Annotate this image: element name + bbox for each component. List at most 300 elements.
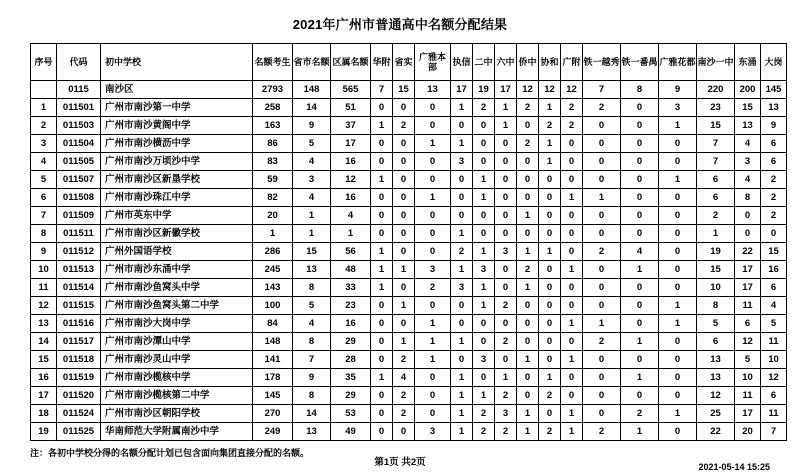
cell-guangcai: 2 [561, 117, 583, 135]
column-header-guangcai: 广附 [561, 44, 583, 81]
cell-code: 011515 [57, 297, 101, 315]
cell-qiaozhong: 0 [517, 315, 539, 333]
cell-tieyipanyu: 0 [621, 189, 659, 207]
cell-guangcai: 0 [561, 207, 583, 225]
cell-gang: 7 [761, 423, 787, 441]
cell-liuzhong: 0 [495, 207, 517, 225]
column-header-gang: 大岗 [761, 44, 787, 81]
cell-xiehe: 0 [539, 315, 561, 333]
cell-tieyipanyu: 1 [621, 369, 659, 387]
cell-gyhuadu: 1 [659, 117, 697, 135]
cell-erzhong: 1 [473, 297, 495, 315]
table-row [31, 387, 787, 405]
cell-zhixin: 1 [451, 135, 473, 153]
cell-code: 011516 [57, 315, 101, 333]
cell-qiaozhong: 2 [517, 135, 539, 153]
allocation-table-container [0, 43, 800, 441]
cell-xiehe: 0 [539, 351, 561, 369]
cell-dongchong: 15 [735, 99, 761, 117]
cell-tieyixiu: 0 [583, 135, 621, 153]
cell-gyben: 0 [415, 369, 451, 387]
cell-district: 565 [331, 81, 371, 99]
cell-qiaozhong: 0 [517, 369, 539, 387]
cell-school: 广州市南沙东涌中学 [101, 261, 253, 279]
cell-shengshi: 1 [393, 297, 415, 315]
cell-guangcai: 2 [561, 99, 583, 117]
cell-liuzhong: 0 [495, 171, 517, 189]
cell-gyhuadu: 9 [659, 81, 697, 99]
cell-qiaozhong: 1 [517, 207, 539, 225]
cell-huafu: 0 [371, 207, 393, 225]
cell-shengshi: 2 [393, 387, 415, 405]
cell-prov_city: 13 [293, 261, 331, 279]
cell-zhixin: 2 [451, 243, 473, 261]
cell-candidates: 83 [253, 153, 293, 171]
cell-tieyixiu: 2 [583, 243, 621, 261]
table-row [31, 333, 787, 351]
cell-prov_city: 7 [293, 351, 331, 369]
cell-gyben: 2 [415, 279, 451, 297]
cell-erzhong: 0 [473, 207, 495, 225]
cell-gang: 16 [761, 261, 787, 279]
table-row [31, 405, 787, 423]
cell-gyhuadu: 0 [659, 243, 697, 261]
table-row [31, 207, 787, 225]
cell-candidates: 141 [253, 351, 293, 369]
cell-district: 53 [331, 405, 371, 423]
cell-code: 011504 [57, 135, 101, 153]
cell-qiaozhong: 0 [517, 297, 539, 315]
cell-district: 29 [331, 387, 371, 405]
cell-prov_city: 5 [293, 297, 331, 315]
cell-dongchong: 4 [735, 135, 761, 153]
cell-prov_city: 4 [293, 315, 331, 333]
cell-tieyipanyu: 4 [621, 243, 659, 261]
cell-nanshayi: 220 [697, 81, 735, 99]
cell-zhixin: 1 [451, 387, 473, 405]
cell-erzhong: 0 [473, 225, 495, 243]
cell-gyhuadu: 0 [659, 423, 697, 441]
table-row [31, 81, 787, 99]
cell-school: 广州市南沙第一中学 [101, 99, 253, 117]
cell-gang: 2 [761, 171, 787, 189]
table-row [31, 153, 787, 171]
cell-school: 广州市南沙珠江中学 [101, 189, 253, 207]
cell-idx: 5 [31, 171, 57, 189]
column-header-prov_city: 省市名额 [293, 44, 331, 81]
cell-gang: 12 [761, 369, 787, 387]
cell-school: 广州市南沙横沥中学 [101, 135, 253, 153]
cell-school: 广州市南沙榄核中学 [101, 369, 253, 387]
cell-idx: 16 [31, 369, 57, 387]
cell-gang: 11 [761, 405, 787, 423]
page-title: 2021年广州市普通高中名额分配结果 [292, 17, 508, 32]
cell-tieyixiu: 0 [583, 297, 621, 315]
cell-huafu: 0 [371, 225, 393, 243]
cell-huafu: 1 [371, 171, 393, 189]
cell-gang: 9 [761, 117, 787, 135]
cell-xiehe: 0 [539, 261, 561, 279]
cell-liuzhong: 1 [495, 369, 517, 387]
column-header-qiaozhong: 侨中 [517, 44, 539, 81]
cell-guangcai: 0 [561, 225, 583, 243]
column-header-liuzhong: 六中 [495, 44, 517, 81]
cell-candidates: 249 [253, 423, 293, 441]
cell-nanshayi: 10 [697, 279, 735, 297]
cell-nanshayi: 12 [697, 387, 735, 405]
table-row [31, 315, 787, 333]
column-header-erzhong: 二中 [473, 44, 495, 81]
cell-gang: 15 [761, 243, 787, 261]
cell-shengshi: 0 [393, 153, 415, 171]
cell-tieyipanyu: 0 [621, 351, 659, 369]
cell-liuzhong: 0 [495, 351, 517, 369]
cell-nanshayi: 7 [697, 135, 735, 153]
table-row [31, 423, 787, 441]
cell-candidates: 143 [253, 279, 293, 297]
cell-nanshayi: 1 [697, 225, 735, 243]
cell-xiehe: 0 [539, 279, 561, 297]
column-header-school: 初中学校 [101, 44, 253, 81]
cell-qiaozhong: 12 [517, 81, 539, 99]
cell-tieyipanyu: 0 [621, 297, 659, 315]
cell-shengshi: 0 [393, 171, 415, 189]
cell-gyben: 0 [415, 387, 451, 405]
cell-erzhong: 1 [473, 171, 495, 189]
cell-candidates: 245 [253, 261, 293, 279]
cell-dongchong: 22 [735, 243, 761, 261]
cell-shengshi: 0 [393, 189, 415, 207]
cell-zhixin: 1 [451, 405, 473, 423]
cell-huafu: 0 [371, 189, 393, 207]
cell-district: 56 [331, 243, 371, 261]
cell-huafu: 0 [371, 387, 393, 405]
cell-code: 011518 [57, 351, 101, 369]
cell-dongchong: 20 [735, 423, 761, 441]
column-header-tieyixiu: 铁一越秀 [583, 44, 621, 81]
cell-qiaozhong: 0 [517, 171, 539, 189]
cell-tieyipanyu: 0 [621, 117, 659, 135]
cell-guangcai: 0 [561, 387, 583, 405]
cell-dongchong: 10 [735, 369, 761, 387]
cell-zhixin: 0 [451, 315, 473, 333]
cell-qiaozhong: 1 [517, 279, 539, 297]
cell-gyben: 0 [415, 153, 451, 171]
cell-code: 011525 [57, 423, 101, 441]
cell-huafu: 0 [371, 297, 393, 315]
cell-liuzhong: 0 [495, 153, 517, 171]
cell-huafu: 0 [371, 99, 393, 117]
cell-huafu: 1 [371, 369, 393, 387]
cell-school: 广州市南沙区朝阳学校 [101, 405, 253, 423]
cell-guangcai: 0 [561, 297, 583, 315]
allocation-table [30, 43, 787, 441]
cell-district: 49 [331, 423, 371, 441]
cell-nanshayi: 7 [697, 153, 735, 171]
cell-xiehe: 1 [539, 153, 561, 171]
cell-dongchong: 200 [735, 81, 761, 99]
column-header-shengshi: 省实 [393, 44, 415, 81]
cell-guangcai: 1 [561, 261, 583, 279]
cell-district: 28 [331, 351, 371, 369]
cell-code: 011503 [57, 117, 101, 135]
cell-huafu: 0 [371, 153, 393, 171]
cell-candidates: 84 [253, 315, 293, 333]
cell-idx: 18 [31, 405, 57, 423]
column-header-huafu: 华附 [371, 44, 393, 81]
cell-candidates: 82 [253, 189, 293, 207]
cell-huafu: 1 [371, 279, 393, 297]
cell-erzhong: 0 [473, 369, 495, 387]
cell-guangcai: 1 [561, 315, 583, 333]
cell-prov_city: 14 [293, 99, 331, 117]
cell-candidates: 163 [253, 117, 293, 135]
cell-district: 16 [331, 315, 371, 333]
cell-shengshi: 0 [393, 243, 415, 261]
cell-shengshi: 0 [393, 207, 415, 225]
cell-prov_city: 148 [293, 81, 331, 99]
cell-gang: 5 [761, 315, 787, 333]
cell-zhixin: 0 [451, 117, 473, 135]
table-row [31, 99, 787, 117]
cell-zhixin: 17 [451, 81, 473, 99]
cell-code: 011512 [57, 243, 101, 261]
cell-guangcai: 1 [561, 189, 583, 207]
cell-huafu: 0 [371, 333, 393, 351]
cell-gyben: 0 [415, 405, 451, 423]
cell-liuzhong: 3 [495, 243, 517, 261]
cell-tieyixiu: 0 [583, 261, 621, 279]
cell-gang: 6 [761, 135, 787, 153]
cell-gyben: 13 [415, 81, 451, 99]
cell-gyhuadu: 0 [659, 153, 697, 171]
cell-erzhong: 1 [473, 189, 495, 207]
cell-erzhong: 2 [473, 405, 495, 423]
cell-idx: 3 [31, 135, 57, 153]
cell-idx: 14 [31, 333, 57, 351]
cell-gyhuadu: 1 [659, 297, 697, 315]
table-row [31, 369, 787, 387]
cell-gyhuadu: 3 [659, 99, 697, 117]
cell-prov_city: 13 [293, 423, 331, 441]
table-row [31, 243, 787, 261]
cell-idx: 4 [31, 153, 57, 171]
cell-qiaozhong: 0 [517, 225, 539, 243]
cell-district: 35 [331, 369, 371, 387]
cell-prov_city: 15 [293, 243, 331, 261]
cell-dongchong: 17 [735, 261, 761, 279]
cell-gang: 6 [761, 387, 787, 405]
cell-shengshi: 4 [393, 369, 415, 387]
table-row [31, 261, 787, 279]
cell-idx: 2 [31, 117, 57, 135]
page-indicator: 第1页 共2页 [374, 457, 426, 468]
cell-zhixin: 0 [451, 297, 473, 315]
cell-xiehe: 0 [539, 333, 561, 351]
cell-prov_city: 8 [293, 333, 331, 351]
cell-zhixin: 1 [451, 261, 473, 279]
cell-nanshayi: 13 [697, 351, 735, 369]
cell-qiaozhong: 0 [517, 333, 539, 351]
cell-guangcai: 0 [561, 153, 583, 171]
cell-idx: 10 [31, 261, 57, 279]
cell-gyhuadu: 0 [659, 351, 697, 369]
cell-code: 011519 [57, 369, 101, 387]
cell-tieyixiu: 0 [583, 153, 621, 171]
cell-nanshayi: 6 [697, 171, 735, 189]
cell-code: 011509 [57, 207, 101, 225]
table-row [31, 297, 787, 315]
cell-tieyipanyu: 2 [621, 405, 659, 423]
cell-shengshi: 0 [393, 423, 415, 441]
cell-liuzhong: 2 [495, 297, 517, 315]
cell-gyhuadu: 0 [659, 189, 697, 207]
cell-gang: 11 [761, 333, 787, 351]
cell-xiehe: 2 [539, 423, 561, 441]
cell-zhixin: 1 [451, 423, 473, 441]
column-header-tieyipanyu: 铁一番禺 [621, 44, 659, 81]
cell-district: 16 [331, 153, 371, 171]
cell-gyhuadu: 1 [659, 171, 697, 189]
cell-gyben: 0 [415, 225, 451, 243]
cell-prov_city: 14 [293, 405, 331, 423]
cell-dongchong: 6 [735, 315, 761, 333]
cell-nanshayi: 15 [697, 261, 735, 279]
cell-gyhuadu: 0 [659, 207, 697, 225]
cell-liuzhong: 0 [495, 315, 517, 333]
column-header-nanshayi: 南沙一中 [697, 44, 735, 81]
cell-liuzhong: 0 [495, 279, 517, 297]
cell-code: 011511 [57, 225, 101, 243]
cell-school: 广州市南沙区新徽学校 [101, 225, 253, 243]
cell-gyben: 1 [415, 351, 451, 369]
cell-gyhuadu: 0 [659, 225, 697, 243]
cell-dongchong: 11 [735, 387, 761, 405]
cell-school: 广州市南沙黄阁中学 [101, 117, 253, 135]
cell-huafu: 1 [371, 261, 393, 279]
cell-nanshayi: 6 [697, 333, 735, 351]
cell-tieyixiu: 0 [583, 279, 621, 297]
cell-xiehe: 1 [539, 243, 561, 261]
cell-candidates: 258 [253, 99, 293, 117]
cell-guangcai: 0 [561, 171, 583, 189]
cell-nanshayi: 13 [697, 369, 735, 387]
cell-xiehe: 0 [539, 207, 561, 225]
cell-tieyipanyu: 0 [621, 279, 659, 297]
cell-qiaozhong: 0 [517, 117, 539, 135]
cell-xiehe: 0 [539, 405, 561, 423]
cell-tieyixiu: 0 [583, 369, 621, 387]
cell-xiehe: 1 [539, 99, 561, 117]
cell-candidates: 270 [253, 405, 293, 423]
cell-tieyipanyu: 0 [621, 387, 659, 405]
cell-prov_city: 8 [293, 387, 331, 405]
cell-zhixin: 0 [451, 171, 473, 189]
cell-prov_city: 1 [293, 207, 331, 225]
cell-district: 48 [331, 261, 371, 279]
cell-idx: 13 [31, 315, 57, 333]
cell-idx: 15 [31, 351, 57, 369]
cell-liuzhong: 1 [495, 99, 517, 117]
cell-tieyipanyu: 0 [621, 225, 659, 243]
cell-huafu: 0 [371, 423, 393, 441]
cell-tieyixiu: 2 [583, 423, 621, 441]
cell-erzhong: 1 [473, 279, 495, 297]
cell-idx: 7 [31, 207, 57, 225]
cell-shengshi: 1 [393, 333, 415, 351]
cell-zhixin: 0 [451, 189, 473, 207]
cell-zhixin: 1 [451, 369, 473, 387]
cell-district: 33 [331, 279, 371, 297]
cell-nanshayi: 5 [697, 315, 735, 333]
cell-prov_city: 9 [293, 117, 331, 135]
cell-xiehe: 0 [539, 297, 561, 315]
cell-idx: 1 [31, 99, 57, 117]
cell-school: 广州市南沙灵山中学 [101, 351, 253, 369]
cell-dongchong: 3 [735, 153, 761, 171]
cell-zhixin: 1 [451, 333, 473, 351]
cell-candidates: 20 [253, 207, 293, 225]
cell-xiehe: 2 [539, 117, 561, 135]
cell-candidates: 59 [253, 171, 293, 189]
cell-erzhong: 0 [473, 333, 495, 351]
cell-nanshayi: 6 [697, 189, 735, 207]
cell-code: 0115 [57, 81, 101, 99]
cell-gang: 13 [761, 99, 787, 117]
cell-prov_city: 3 [293, 171, 331, 189]
cell-prov_city: 5 [293, 135, 331, 153]
cell-shengshi: 0 [393, 225, 415, 243]
cell-district: 17 [331, 135, 371, 153]
cell-huafu: 0 [371, 135, 393, 153]
cell-idx: 8 [31, 225, 57, 243]
cell-xiehe: 0 [539, 225, 561, 243]
cell-nanshayi: 15 [697, 117, 735, 135]
cell-gyben: 3 [415, 261, 451, 279]
generated-timestamp: 2021-05-14 15:25 [698, 462, 770, 472]
cell-gang: 6 [761, 279, 787, 297]
cell-qiaozhong: 1 [517, 405, 539, 423]
cell-tieyipanyu: 8 [621, 81, 659, 99]
cell-xiehe: 1 [539, 135, 561, 153]
cell-candidates: 2793 [253, 81, 293, 99]
cell-liuzhong: 2 [495, 333, 517, 351]
cell-liuzhong: 2 [495, 387, 517, 405]
cell-idx: 17 [31, 387, 57, 405]
cell-gang: 10 [761, 351, 787, 369]
cell-erzhong: 0 [473, 135, 495, 153]
cell-zhixin: 0 [451, 351, 473, 369]
cell-gyben: 0 [415, 243, 451, 261]
cell-qiaozhong: 1 [517, 351, 539, 369]
cell-guangcai: 0 [561, 279, 583, 297]
cell-xiehe: 1 [539, 369, 561, 387]
cell-zhixin: 3 [451, 153, 473, 171]
column-header-gyben: 广雅本部 [415, 44, 451, 81]
cell-dongchong: 8 [735, 189, 761, 207]
table-header [31, 44, 787, 81]
cell-gyben: 3 [415, 423, 451, 441]
cell-tieyipanyu: 1 [621, 261, 659, 279]
cell-qiaozhong: 0 [517, 387, 539, 405]
cell-idx: 12 [31, 297, 57, 315]
cell-tieyixiu: 0 [583, 117, 621, 135]
cell-code: 011508 [57, 189, 101, 207]
cell-school: 广州市南沙鱼窝头中学 [101, 279, 253, 297]
cell-liuzhong: 2 [495, 423, 517, 441]
cell-qiaozhong: 0 [517, 189, 539, 207]
cell-district: 4 [331, 207, 371, 225]
